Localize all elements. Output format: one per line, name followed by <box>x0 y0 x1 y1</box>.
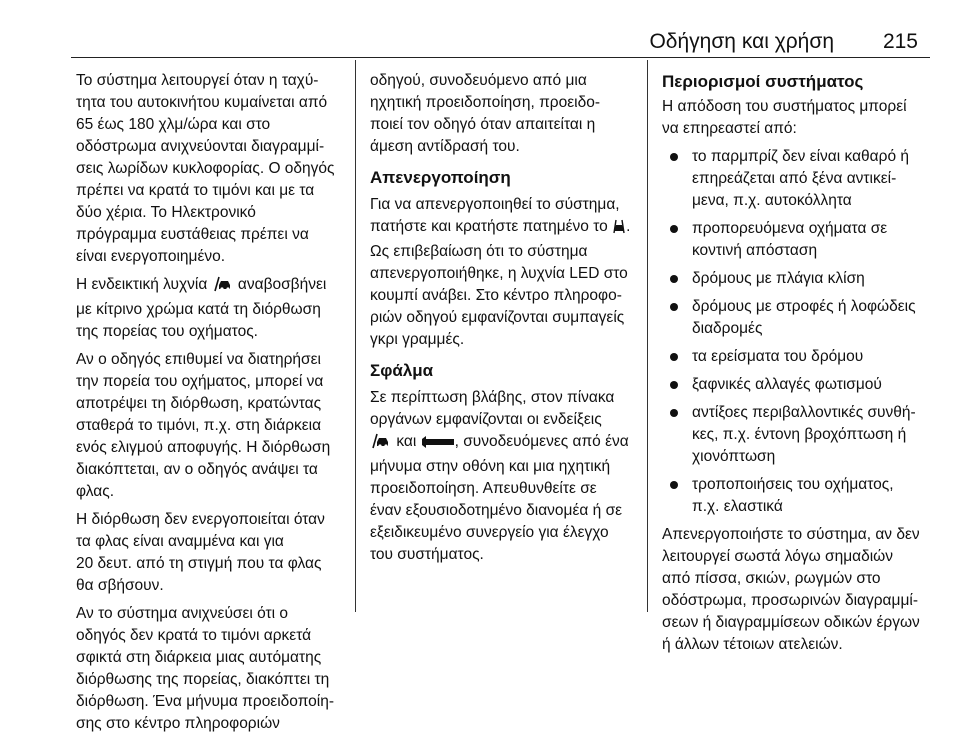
bullet-icon <box>670 153 678 161</box>
bullet-icon <box>670 225 678 233</box>
bullet-icon <box>670 275 678 283</box>
fault-bar-icon <box>421 434 455 456</box>
paragraph-limitations-outro: Απενεργοποιήστε το σύστημα, αν δεν λειτουργεί σωστά λόγω σημαδιών από πίσσα, σκιών, ρωγμών στο οδόστρωμα, προσωρινών διαγραμμί- σεων ή διαγραμμίσεων οδικών έργων ή άλλων τέτοιων ατελειών. <box>662 526 920 653</box>
limitations-list <box>662 146 934 518</box>
list-item: δρόμους με πλάγια κλίση <box>662 268 934 290</box>
paragraph-grip-warning: Αν το σύστημα ανιχνεύσει ότι ο οδηγός δεν κρατά το τιμόνι αρκετά σφικτά στη διάρκεια μιας αυτόματης διόρθωσης της πορείας, διακόπτει τη διόρθωση. Ένα μήνυμα προειδοποίη- σης στο κέντρο πληροφοριών <box>76 605 335 732</box>
column-2 <box>370 70 640 572</box>
page-header <box>0 0 960 56</box>
paragraph-conditions: Το σύστημα λειτουργεί όταν η ταχύ- τητα του αυτοκινήτου κυμαίνεται από 65 έως 180 χλμ/ώρα και στο οδόστρωμα ανιχνεύονται διαγραμμί- σεις λωρίδων κυκλοφορίας. Ο οδηγός πρέπει να κρατά το τιμόνι και με τα δύο χέρια. Το Ηλεκτρονικό πρόγραμμα ευστάθειας πρέπει να είναι ενεργοποιημένο. <box>76 72 335 265</box>
bullet-icon <box>670 381 678 389</box>
paragraph-limitations-intro: Η απόδοση του συστήματος μπορεί να επηρεαστεί από: <box>662 98 907 137</box>
list-item: τα ερείσματα του δρόμου <box>662 346 934 368</box>
list-item: τροποποιήσεις του οχήματος, π.χ. ελαστικά <box>662 474 934 518</box>
paragraph-turn-signal: Η διόρθωση δεν ενεργοποιείται όταν τα φλας είναι αναμμένα και για 20 δευτ. από τη στιγμή που τα φλας θα σβήσουν. <box>76 511 325 594</box>
heading-limitations: Περιορισμοί συστήματος <box>662 72 864 91</box>
heading-deactivation: Απενεργοποίηση <box>370 168 511 187</box>
column-1 <box>76 70 348 741</box>
list-item: δρόμους με στροφές ή λοφώδεις διαδρομές <box>662 296 934 340</box>
lane-keep-button-icon <box>612 218 626 241</box>
bullet-icon <box>670 481 678 489</box>
list-item: το παρμπρίζ δεν είναι καθαρό ή επηρεάζεται από ξένα αντικεί- μενα, π.χ. αυτοκόλλητα <box>662 146 934 212</box>
list-item: αντίξοες περιβαλλοντικές συνθή- κες, π.χ. έντονη βροχόπτωση ή χιονόπτωση <box>662 402 934 468</box>
lane-keep-assist-icon <box>212 276 234 299</box>
paragraph-deactivation: Για να απενεργοποιηθεί το σύστημα, πατήστε και κρατήστε πατημένο το . Ως επιβεβαίωση ότι το σύστημα απενεργοποιήθηκε, η λυχνία LED στο κουμπί ανάβει. Στο κέντρο πληροφο- ριών οδηγού εμφανίζονται συμπαγείς γκρι γραμμές. <box>370 196 631 348</box>
heading-fault: Σφάλμα <box>370 361 434 380</box>
header-rule <box>71 57 930 58</box>
paragraph-override: Αν ο οδηγός επιθυμεί να διατηρήσει την πορεία του οχήματος, μπορεί να αποτρέψει τη διόρθωση, κρατώντας σταθερά το τιμόνι, π.χ. στη διάρκεια ενός ελιγμού αποφυγής. Η διόρθωση διακόπτεται, αν ο οδηγός ανάψει τα φλας. <box>76 351 331 500</box>
page-number: 215 <box>882 30 918 53</box>
bullet-icon <box>670 353 678 361</box>
bullet-icon <box>670 409 678 417</box>
bullet-icon <box>670 303 678 311</box>
paragraph-fault: Σε περίπτωση βλάβης, στον πίνακα οργάνων εμφανίζονται οι ενδείξεις και , συνοδευόμενες από ένα μήνυμα στην οθόνη και μια ηχητική προειδοποίηση. Απευθυνθείτε σε έναν εξουσιοδοτημένο διανομέα ή σε εξειδικευμένο συνεργείο για έλεγχο του συστήματος. <box>370 389 629 563</box>
column-divider-2 <box>647 60 648 612</box>
paragraph-continuation: οδηγού, συνοδευόμενο από μια ηχητική προειδοποίηση, προειδο- ποιεί τον οδηγό όταν απαιτείται η άμεση αντίδρασή του. <box>370 72 600 155</box>
list-item: ξαφνικές αλλαγές φωτισμού <box>662 374 934 396</box>
paragraph-indicator: Η ενδεικτική λυχνία αναβοσβήνει με κίτρινο χρώμα κατά τη διόρθωση της πορείας του οχήματος. <box>76 276 327 340</box>
header-title: Οδήγηση και χρήση <box>649 30 834 53</box>
column-3 <box>662 70 934 662</box>
lane-keep-assist-icon <box>370 433 392 456</box>
column-divider-1 <box>355 60 356 612</box>
list-item: προπορευόμενα οχήματα σε κοντινή απόσταση <box>662 218 934 262</box>
